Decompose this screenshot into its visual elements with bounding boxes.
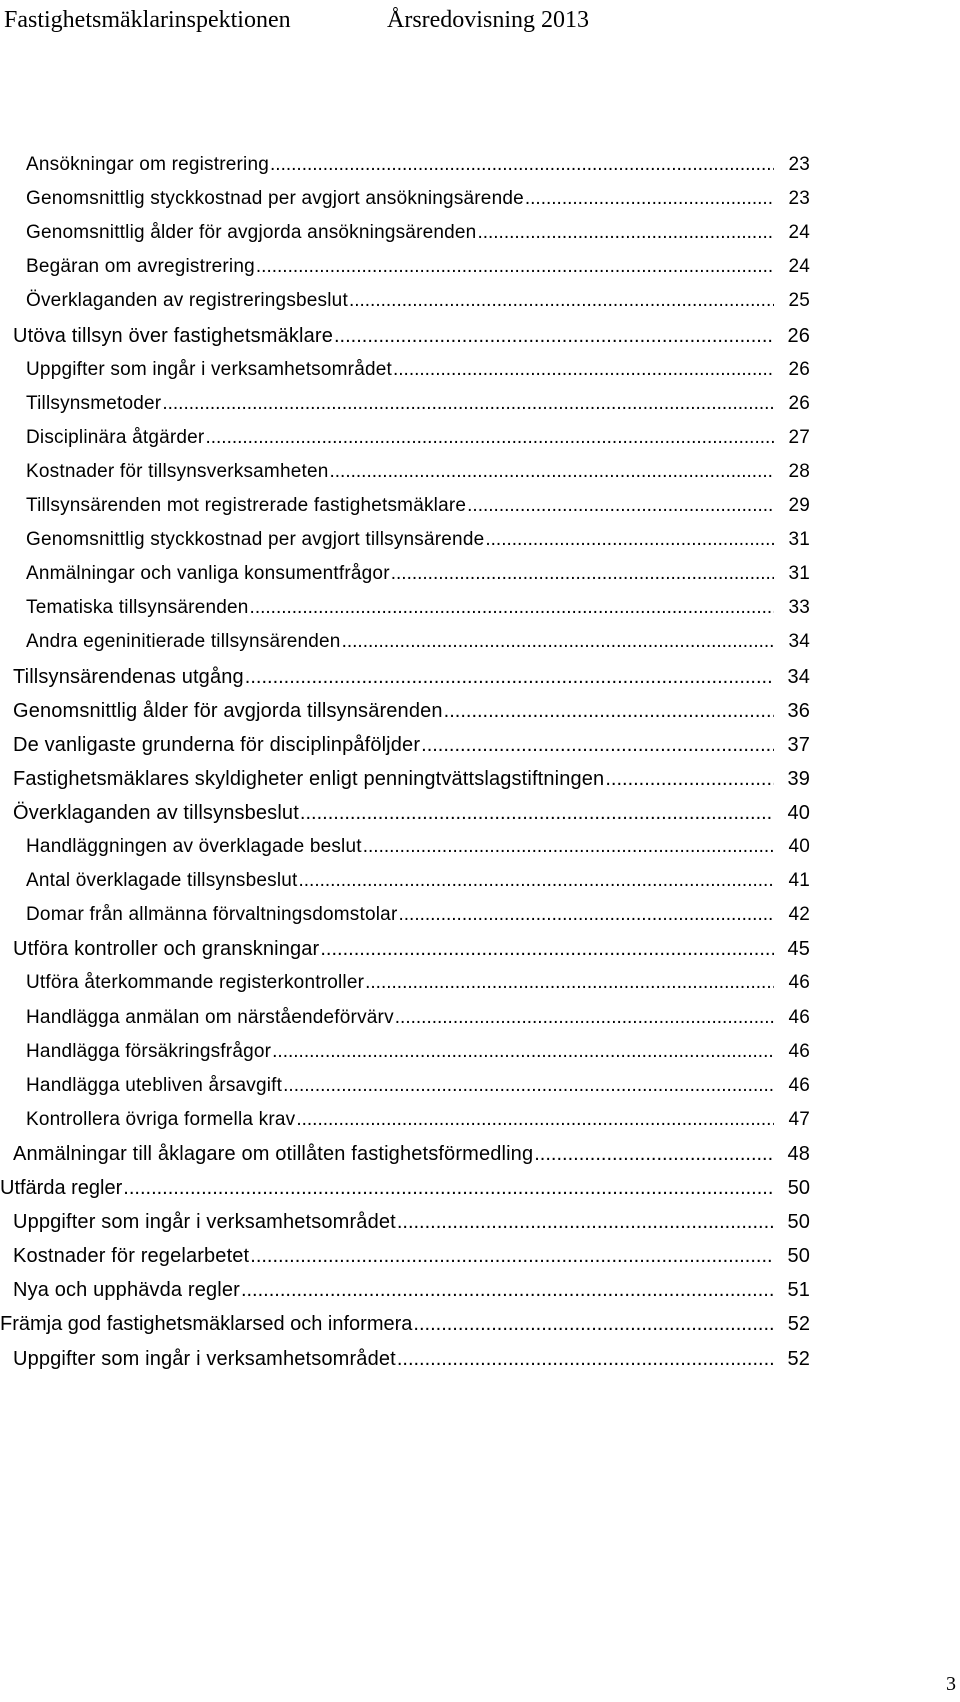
toc-entry-page-number: 41 [788,870,810,892]
toc-entry-title: Andra egeninitierade tillsynsärenden [26,631,341,653]
toc-entry-page-number: 23 [788,154,810,175]
toc-dot-leader [349,290,774,312]
toc-entry[interactable] [13,700,810,723]
toc-entry-page-number: 52 [787,1313,810,1336]
toc-entry[interactable] [26,972,810,994]
toc-entry-title: Uppgifter som ingår i verksamhetsområdet [26,358,392,380]
toc-entry[interactable] [26,870,810,892]
toc-dot-leader [300,802,774,825]
toc-entry-page-number: 29 [788,495,810,516]
toc-dot-leader [398,904,774,926]
toc-entry[interactable] [26,631,810,653]
toc-dot-leader [363,836,774,858]
header-organization: Fastighetsmäklarinspektionen [4,7,291,33]
toc-entry[interactable] [26,904,810,926]
toc-entry-title: Främja god fastighetsmäklarsed och informera [0,1313,413,1336]
toc-dot-leader [272,1041,774,1063]
toc-entry[interactable] [13,768,810,791]
toc-dot-leader [342,631,774,653]
toc-entry[interactable] [13,1279,810,1302]
toc-entry[interactable] [26,393,810,415]
toc-entry-title: Nya och upphävda regler [13,1279,240,1302]
toc-entry-page-number: 23 [788,188,810,210]
toc-entry-title: Uppgifter som ingår i verksamhetsområdet [13,1347,396,1370]
toc-dot-leader [205,427,774,449]
toc-entry-title: Överklaganden av tillsynsbeslut [13,801,299,824]
toc-entry-page-number: 25 [788,290,810,312]
toc-entry-title: De vanligaste grunderna för disciplinpåföljder [13,733,421,756]
toc-dot-leader [250,597,774,619]
toc-entry-title: Kontrollera övriga formella krav [26,1108,296,1130]
toc-entry-title: Utöva tillsyn över fastighetsmäklare [13,324,333,347]
toc-dot-leader [330,461,775,483]
toc-entry-title: Handlägga försäkringsfrågor [26,1040,272,1062]
toc-entry[interactable] [26,188,810,210]
toc-entry-page-number: 31 [788,529,810,551]
toc-entry-title: Tillsynsärendenas utgång [13,665,244,688]
toc-entry[interactable] [26,597,810,619]
toc-entry-title: Tillsynsärenden mot registrerade fastighetsmäklare [26,495,467,516]
page-header [0,0,960,44]
toc-entry[interactable] [26,461,810,483]
toc-entry-page-number: 27 [788,426,810,448]
toc-dot-leader [256,256,774,278]
toc-entry[interactable] [26,529,810,551]
toc-entry[interactable] [26,836,810,858]
toc-entry-title: Antal överklagade tillsynsbeslut [26,870,298,892]
toc-entry[interactable] [26,563,810,585]
toc-entry-page-number: 46 [788,1006,810,1028]
toc-dot-leader [241,1279,774,1302]
toc-dot-leader [444,700,774,723]
toc-entry[interactable] [26,290,810,312]
toc-entry[interactable] [26,154,810,176]
toc-entry-title: Kostnader för regelarbetet [13,1245,250,1268]
toc-entry-title: Anmälningar och vanliga konsumentfrågor [26,563,390,585]
toc-entry-title: Genomsnittlig ålder för avgjorda ansökningsärenden [26,222,477,244]
toc-dot-leader [421,734,774,757]
toc-dot-leader [534,1143,774,1166]
toc-entry[interactable] [26,359,810,381]
toc-entry-page-number: 46 [788,1040,810,1062]
toc-entry-page-number: 36 [787,699,810,722]
toc-dot-leader [299,870,775,892]
toc-dot-leader [123,1177,774,1200]
toc-entry-page-number: 26 [788,358,810,380]
toc-entry[interactable] [13,1245,810,1268]
toc-entry[interactable] [13,802,810,825]
header-document-title: Årsredovisning 2013 [387,7,589,33]
toc-entry-page-number: 26 [787,324,810,347]
toc-entry-page-number: 40 [787,801,810,824]
toc-entry-title: Genomsnittlig styckkostnad per avgjort ansökningsärende [26,188,524,210]
toc-entry-page-number: 37 [787,733,810,756]
toc-entry-page-number: 26 [788,392,810,414]
toc-entry[interactable] [13,1348,810,1371]
toc-entry[interactable] [26,1007,810,1029]
toc-entry-title: Utföra återkommande registerkontroller [26,972,365,994]
toc-entry-page-number: 47 [788,1108,810,1130]
toc-dot-leader [393,359,774,381]
toc-entry-title: Tillsynsmetoder [26,392,162,414]
toc-dot-leader [296,1109,774,1131]
toc-entry[interactable] [13,1211,810,1234]
toc-entry[interactable] [26,256,810,278]
toc-entry[interactable] [13,666,810,689]
toc-dot-leader [365,972,774,994]
toc-entry[interactable] [13,938,810,961]
page-number: 3 [946,1673,956,1695]
toc-dot-leader [605,768,774,791]
toc-entry-page-number: 40 [788,836,810,857]
toc-entry-title: Genomsnittlig styckkostnad per avgjort tillsynsärende [26,529,485,551]
toc-entry-title: Uppgifter som ingår i verksamhetsområdet [13,1211,396,1234]
toc-entry[interactable] [13,325,810,348]
toc-entry-page-number: 50 [787,1177,810,1199]
toc-dot-leader [485,529,774,551]
toc-entry-page-number: 24 [788,222,810,244]
toc-entry[interactable] [13,1143,810,1166]
toc-dot-leader [334,325,774,348]
toc-dot-leader [162,393,774,415]
toc-entry-page-number: 28 [788,460,810,482]
toc-dot-leader [283,1075,774,1097]
toc-entry-title: Anmälningar till åklagare om otillåten fastighetsförmedling [13,1142,534,1165]
toc-entry-title: Handlägga utebliven årsavgift [26,1074,283,1096]
toc-dot-leader [477,222,774,244]
toc-entry-title: Begäran om avregistrering [26,256,255,278]
toc-entry-page-number: 39 [787,767,810,790]
toc-entry[interactable] [0,1313,810,1336]
toc-dot-leader [391,563,774,585]
toc-entry[interactable] [26,222,810,244]
toc-entry-page-number: 42 [788,904,810,926]
toc-entry-title: Utföra kontroller och granskningar [13,938,320,961]
toc-entry-title: Utfärda regler [0,1177,123,1199]
toc-entry[interactable] [26,427,810,449]
toc-entry-page-number: 34 [787,665,810,688]
toc-dot-leader [525,188,774,210]
toc-entry-page-number: 46 [788,1074,810,1096]
toc-entry-page-number: 33 [788,597,810,619]
toc-entry-title: Domar från allmänna förvaltningsdomstolar [26,904,398,926]
toc-dot-leader [250,1245,774,1268]
toc-dot-leader [413,1313,774,1336]
toc-entry-page-number: 48 [787,1142,810,1165]
toc-entry[interactable] [26,1109,810,1131]
toc-entry-title: Handlägga anmälan om närståendeförvärv [26,1006,394,1028]
toc-entry-title: Disciplinära åtgärder [26,426,205,448]
toc-entry[interactable] [13,734,810,757]
toc-entry-page-number: 45 [787,938,810,961]
toc-entry-title: Tematiska tillsynsärenden [26,597,249,619]
toc-entry-page-number: 50 [787,1245,810,1268]
toc-entry-title: Kostnader för tillsynsverksamheten [26,460,329,482]
toc-entry-page-number: 24 [788,256,810,278]
toc-entry-page-number: 34 [788,631,810,653]
toc-entry[interactable] [26,495,810,517]
toc-dot-leader [397,1348,774,1371]
toc-entry-title: Ansökningar om registrering [26,154,270,175]
toc-entry[interactable] [0,1177,810,1200]
toc-dot-leader [397,1211,774,1234]
toc-entry-page-number: 31 [788,563,810,585]
toc-dot-leader [320,938,774,961]
toc-entry-title: Handläggningen av överklagade beslut [26,836,362,857]
toc-entry-page-number: 46 [788,972,810,994]
toc-dot-leader [467,495,774,517]
toc-entry-page-number: 52 [787,1347,810,1370]
toc-entry[interactable] [26,1075,810,1097]
toc-dot-leader [395,1007,774,1029]
toc-dot-leader [270,154,774,176]
toc-entry[interactable] [26,1041,810,1063]
toc-dot-leader [245,666,774,689]
toc-entry-page-number: 50 [787,1211,810,1234]
toc-entry-page-number: 51 [787,1279,810,1302]
toc-entry-title: Fastighetsmäklares skyldigheter enligt penningtvättslagstiftningen [13,767,605,790]
toc-entry-title: Överklaganden av registreringsbeslut [26,290,348,312]
toc-entry-title: Genomsnittlig ålder för avgjorda tillsynsärenden [13,699,443,722]
